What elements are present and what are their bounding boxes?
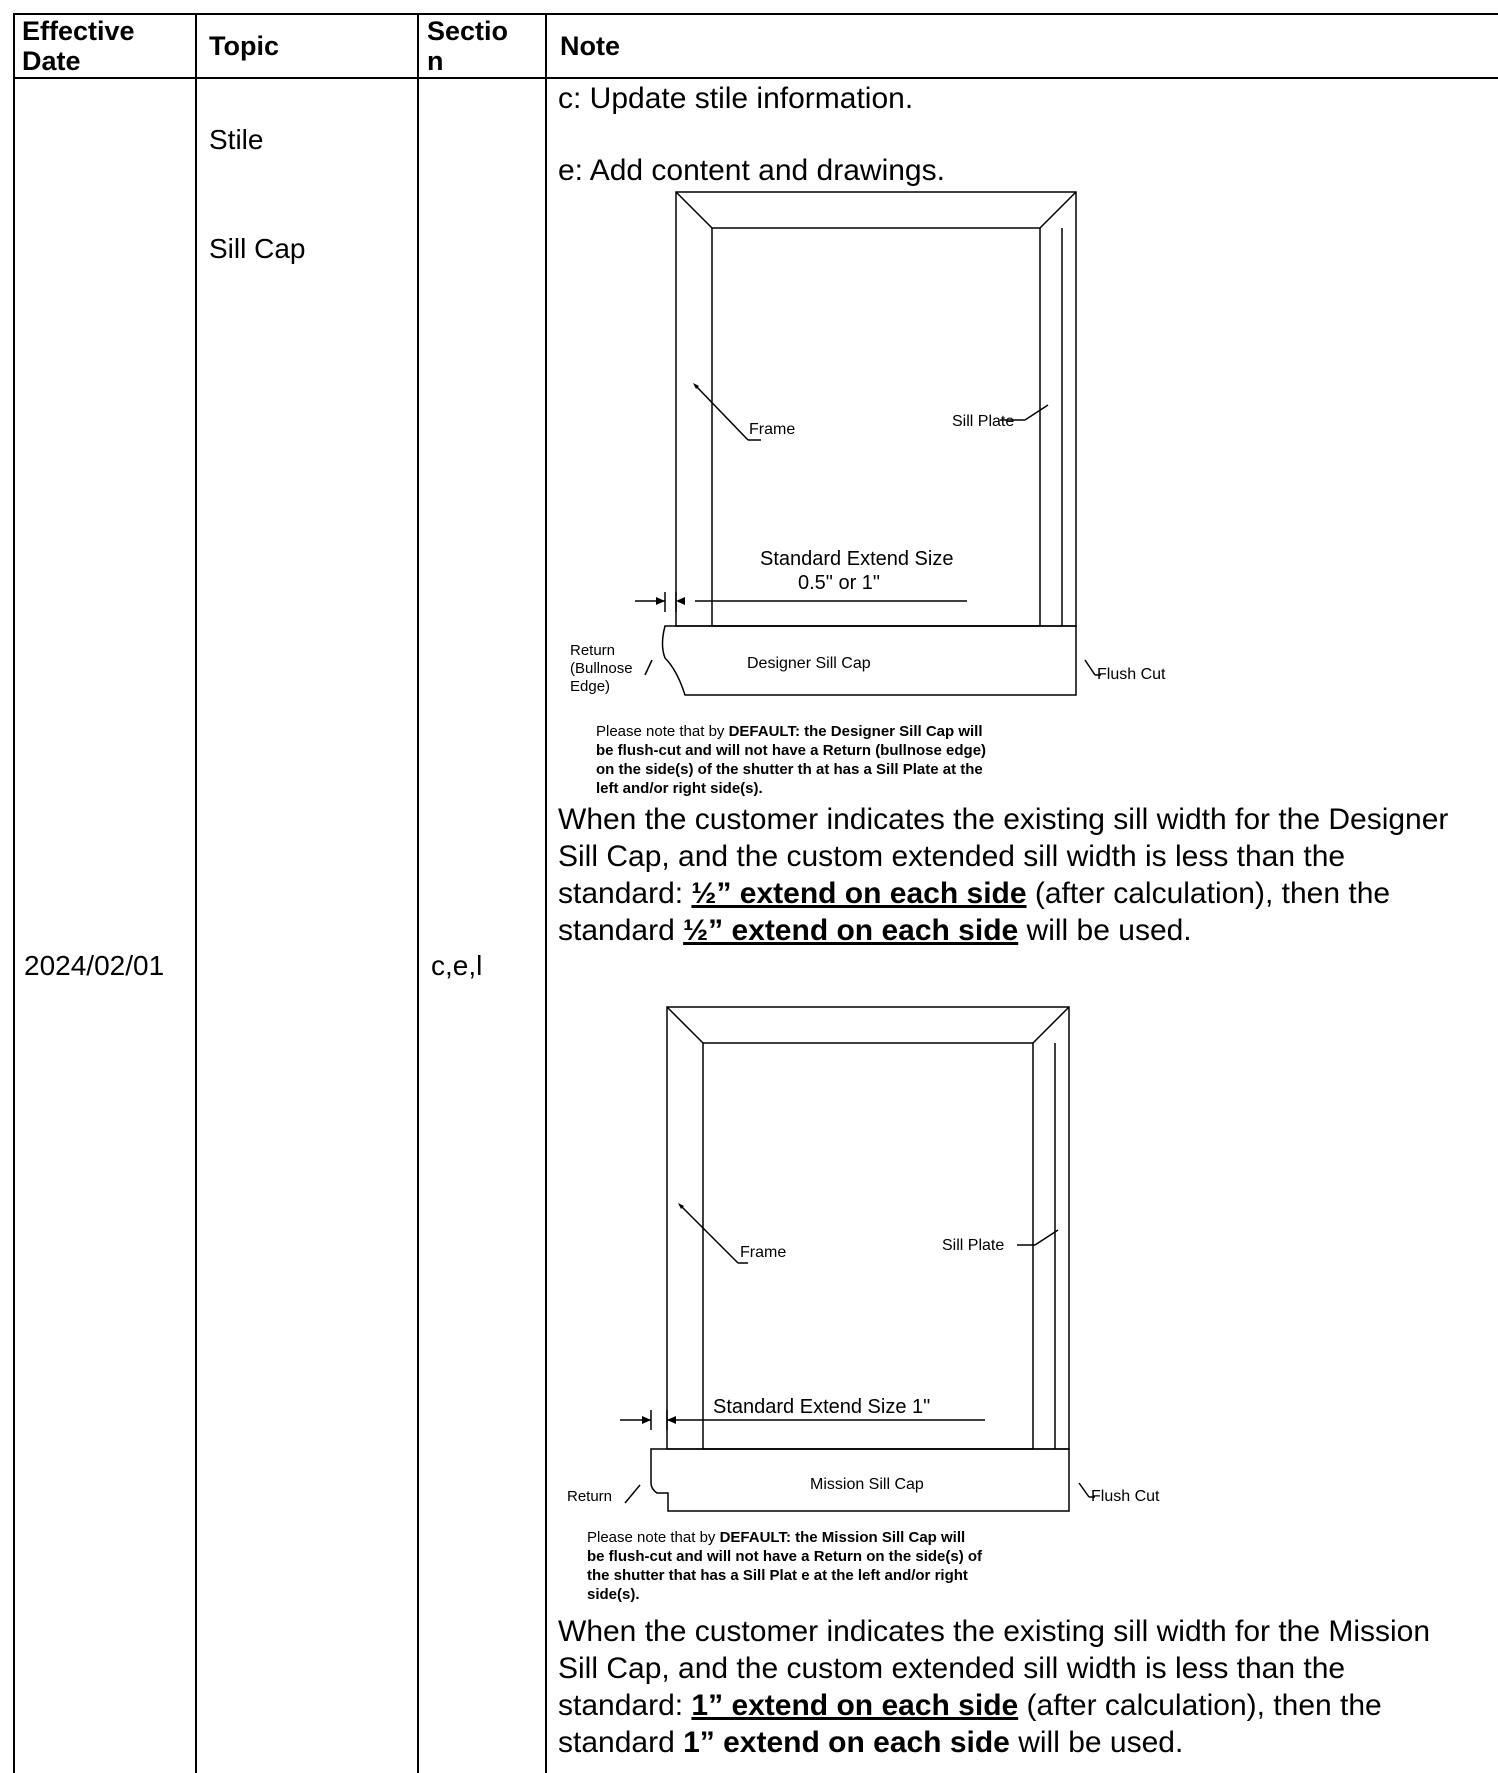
effective-date-value: 2024/02/01 (24, 950, 165, 981)
mission-default-note: Please note that by DEFAULT: the Mission Sill Cap will be flush-cut and will not have a Return on the side(s) of the shutter that has a Sill Plat e at the left and/or right side(s). (587, 1529, 983, 1603)
mission-frame-label: Frame (740, 1244, 787, 1261)
table-col-divider-2 (417, 13, 419, 1773)
mission-return-label: Return (567, 1488, 613, 1505)
mission-flush-cut-label: Flush Cut (1091, 1488, 1160, 1505)
table-header-divider (13, 77, 1498, 79)
header-section: Sectio n (427, 16, 509, 76)
topic-stile: Stile (209, 124, 264, 155)
designer-extend-label-2: 0.5" or 1" (798, 572, 881, 594)
designer-default-note: Please note that by DEFAULT: the Designer Sill Cap will be flush-cut and will not have a Return (bullnose edge) on the side(s) of the shutter th at has a Sill Plate at the left and/or right side(s). (596, 723, 987, 797)
topic-sill-cap: Sill Cap (209, 233, 306, 264)
mission-sill-plate-label: Sill Plate (942, 1237, 1005, 1254)
header-note: Note (560, 31, 620, 61)
note-c-line: c: Update stile information. (558, 82, 914, 115)
mission-extend-label: Standard Extend Size 1" (713, 1396, 931, 1418)
table-border-left (13, 13, 15, 1773)
table-col-divider-1 (195, 13, 197, 1773)
table-border-top (13, 13, 1498, 15)
designer-return-label-2: (Bullnose (570, 660, 633, 677)
designer-flush-cut-label: Flush Cut (1097, 666, 1166, 683)
designer-sill-cap-label: Designer Sill Cap (747, 655, 871, 672)
designer-return-label-3: Edge) (570, 678, 611, 695)
table-col-divider-3 (545, 13, 547, 1773)
header-topic: Topic (209, 31, 279, 61)
designer-extend-label-1: Standard Extend Size (760, 548, 954, 570)
mission-sill-cap-drawing (565, 1005, 1205, 1515)
mission-sill-cap-label: Mission Sill Cap (810, 1476, 924, 1493)
designer-return-label-1: Return (570, 642, 616, 659)
designer-paragraph: When the customer indicates the existing sill width for the Designer Sill Cap, and the custom extended sill width is less than the standard: ½” extend on each side (after calculation), then the standard ½” extend on each side will be used. (558, 803, 1449, 947)
note-e-line: e: Add content and drawings. (558, 154, 945, 187)
designer-frame-label: Frame (749, 421, 796, 438)
mission-paragraph: When the customer indicates the existing sill width for the Mission Sill Cap, and the custom extended sill width is less than the standard: 1” extend on each side (after calculation), then the standard 1” extend on each side will be used. (558, 1615, 1431, 1759)
designer-sill-plate-label: Sill Plate (952, 413, 1015, 430)
header-effective-date: Effective Date (22, 16, 135, 76)
designer-sill-cap-drawing (565, 190, 1205, 710)
section-value: c,e,l (431, 950, 483, 981)
